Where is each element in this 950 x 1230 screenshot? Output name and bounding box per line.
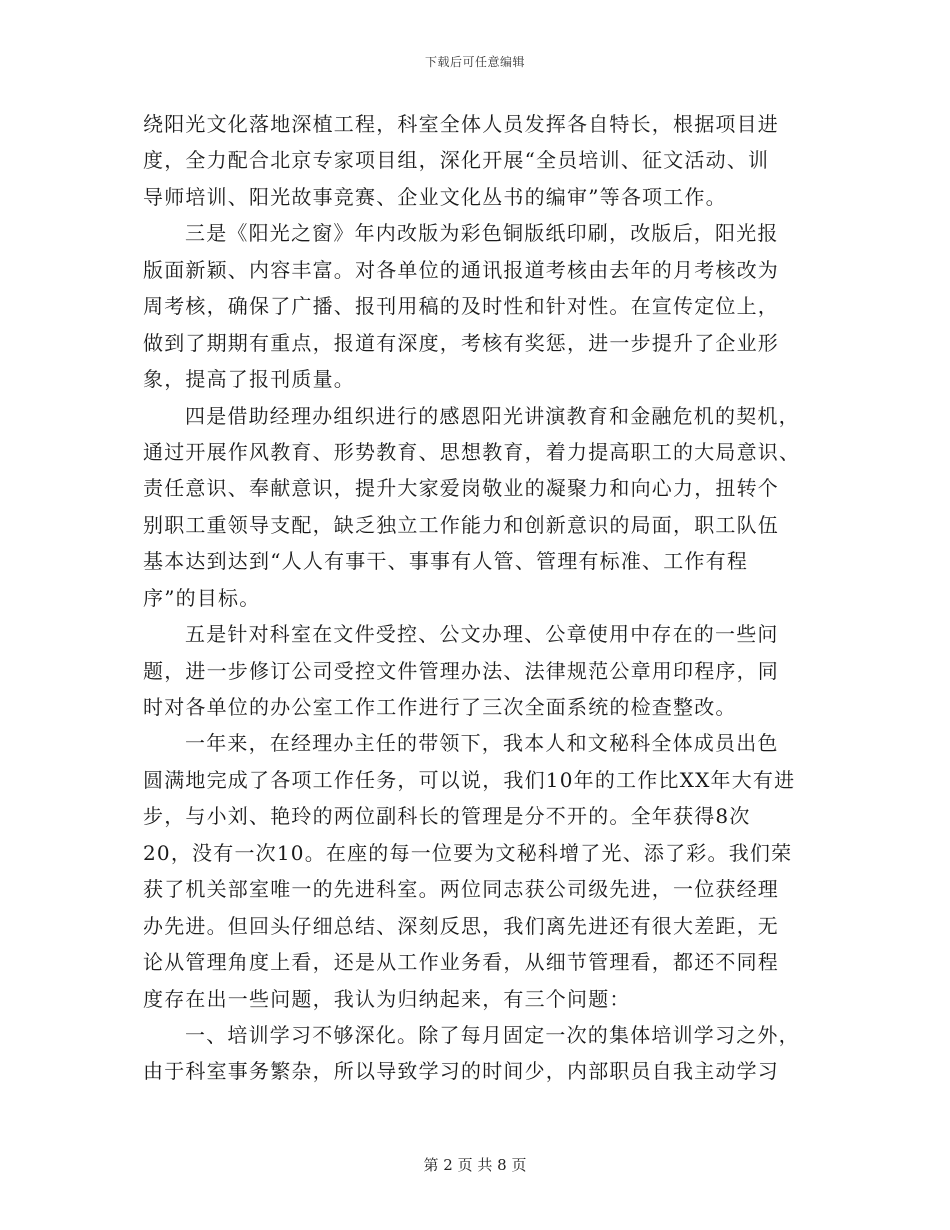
document-body [143,106,807,1090]
text-line: 办先进。但回头仔细总结、深刻反思，我们离先进还有很大差距，无 [143,913,779,938]
text-line: 度，全力配合北京专家项目组，深化开展“全员培训、征文活动、训 [143,148,770,173]
text-line: 通过开展作风教育、形势教育、思想教育，着力提高职工的大局意识、 [143,439,801,464]
text-line: 做到了期期有重点，报道有深度，考核有奖惩，进一步提升了企业形 [143,330,779,355]
text-line: 绕阳光文化落地深植工程，科室全体人员发挥各自特长，根据项目进 [143,112,779,136]
page-header: 下载后可任意编辑 [424,55,525,69]
paragraph-start-line: 三是《阳光之窗》年内改版为彩色铜版纸印刷，改版后，阳光报 [185,221,779,246]
text-line: 20，没有一次10。在座的每一位要为文秘科增了光、添了彩。我们荣 [143,840,793,865]
text-line: 由于科室事务繁杂，所以导致学习的时间少，内部职员自我主动学习 [143,1059,779,1084]
text-line: 论从管理角度上看，还是从工作业务看，从细节管理看，都还不同程 [143,950,779,975]
text-line: 获了机关部室唯一的先进科室。两位同志获公司级先进，一位获经理 [143,877,779,902]
paragraph-start-line: 五是针对科室在文件受控、公文办理、公章使用中存在的一些问 [185,622,779,647]
text-line: 导师培训、阳光故事竞赛、企业文化丛书的编审”等各项工作。 [143,184,727,209]
text-line: 版面新颖、内容丰富。对各单位的通讯报道考核由去年的月考核改为 [143,257,779,282]
text-line: 时对各单位的办公室工作工作进行了三次全面系统的检查整改。 [143,695,737,719]
text-line: 序”的目标。 [143,585,261,610]
text-line: 象，提高了报刊质量。 [143,367,355,392]
text-line: 度存在出一些问题，我认为归纳起来，有三个问题： [143,986,631,1011]
paragraph-start-line: 四是借助经理办组织进行的感恩阳光讲演教育和金融危机的契机， [185,403,800,428]
text-line: 责任意识、奉献意识，提升大家爱岗敬业的凝聚力和向心力，扭转个 [143,476,779,501]
text-line: 步，与小刘、艳玲的两位副科长的管理是分不开的。全年获得8次 [143,804,751,829]
text-line: 别职工重领导支配，缺乏独立工作能力和创新意识的局面，职工队伍 [143,512,779,537]
text-line: 题，进一步修订公司受控文件管理办法、法律规范公章用印程序，同 [143,658,779,683]
text-line: 周考核，确保了广播、报刊用稿的及时性和针对性。在宣传定位上， [143,294,779,319]
paragraph-start-line: 一年来，在经理办主任的带领下，我本人和文秘科全体成员出色 [185,731,779,756]
paragraph-start-line: 一、培训学习不够深化。除了每月固定一次的集体培训学习之外， [185,1022,800,1047]
page-footer: 第 2 页 共 8 页 [423,1156,527,1174]
text-line: 基本达到达到“人人有事干、事事有人管、管理有标准、工作有程 [143,549,749,574]
text-line: 圆满地完成了各项工作任务，可以说，我们10年的工作比XX年大有进 [143,767,796,792]
